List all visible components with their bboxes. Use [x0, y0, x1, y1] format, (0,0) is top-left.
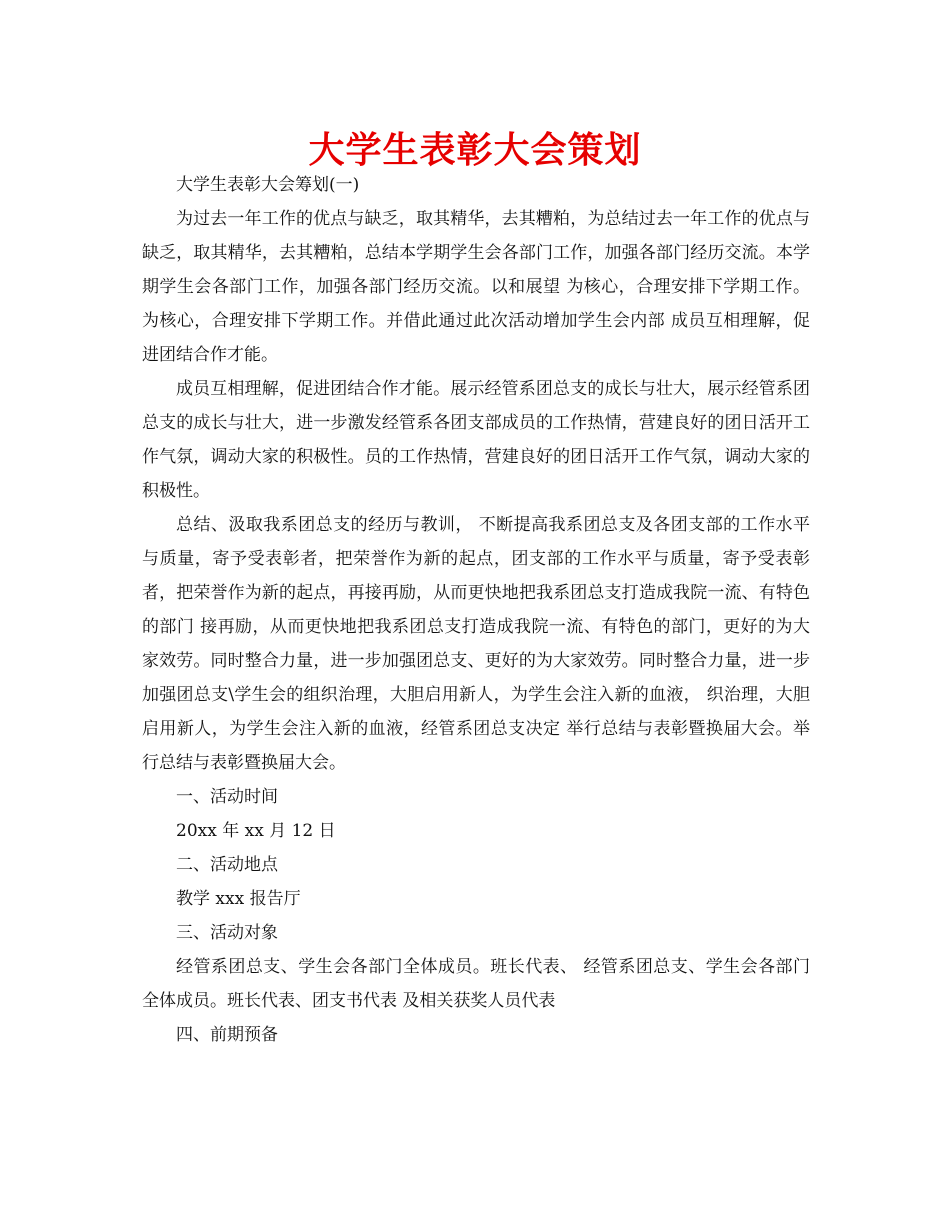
section-place-heading: 二、活动地点	[176, 855, 278, 875]
section-prep-heading: 四、前期预备	[176, 1025, 278, 1045]
section-audience-heading: 三、活动对象	[176, 923, 278, 943]
section-time-heading: 一、活动时间	[176, 787, 278, 807]
section-time-value: 20xx 年 xx 月 12 日	[176, 821, 336, 841]
paragraph-purpose: 为过去一年工作的优点与缺乏，取其精华，去其糟粕，为总结过去一年工作的优点与缺乏，取其精华，去其糟粕，总结本学期学生会各部门工作，加强各部门经历交流。本学期学生会各部门工作，加强各部门经历交流。以和展望 为核心，合理安排下学期工作。为核心，合理安排下学期工作。并借此通过此次活动增加学生会内部 成员互相理解，促进团结合作才能。	[142, 209, 810, 365]
paragraph-summary: 总结、汲取我系团总支的经历与教训， 不断提高我系团总支及各团支部的工作水平与质量，寄予受表彰者，把荣誉作为新的起点，团支部的工作水平与质量，寄予受表彰者，把荣誉作为新的起点，再接再励，从而更快地把我系团总支打造成我院一流、有特色的部门 接再励，从而更快地把我系团总支打造成我院一流、有特色的部门，更好的为大家效劳。同时整合力量，进一步加强团总支、更好的为大家效劳。同时整合力量，进一步加强团总支\学生会的组织治理，大胆启用新人，为学生会注入新的血液， 织治理，大胆启用新人，为学生会注入新的血液，经管系团总支决定 举行总结与表彰暨换届大会。举行总结与表彰暨换届大会。	[142, 515, 810, 773]
section-audience-value: 经管系团总支、学生会各部门全体成员。班长代表、 经管系团总支、学生会各部门全体成员。班长代表、团支书代表 及相关获奖人员代表	[142, 957, 810, 1011]
document-subtitle: 大学生表彰大会筹划(一)	[176, 175, 360, 195]
document-body	[142, 168, 810, 1052]
paragraph-growth: 成员互相理解，促进团结合作才能。展示经管系团总支的成长与壮大，展示经管系团总支的成长与壮大，进一步激发经管系各团支部成员的工作热情，营建良好的团日活开工作气氛，调动大家的积极性。员的工作热情，营建良好的团日活开工作气氛，调动大家的积极性。	[142, 379, 810, 501]
document-title: 大学生表彰大会策划	[308, 130, 642, 171]
section-place-value: 教学 xxx 报告厅	[176, 889, 301, 909]
